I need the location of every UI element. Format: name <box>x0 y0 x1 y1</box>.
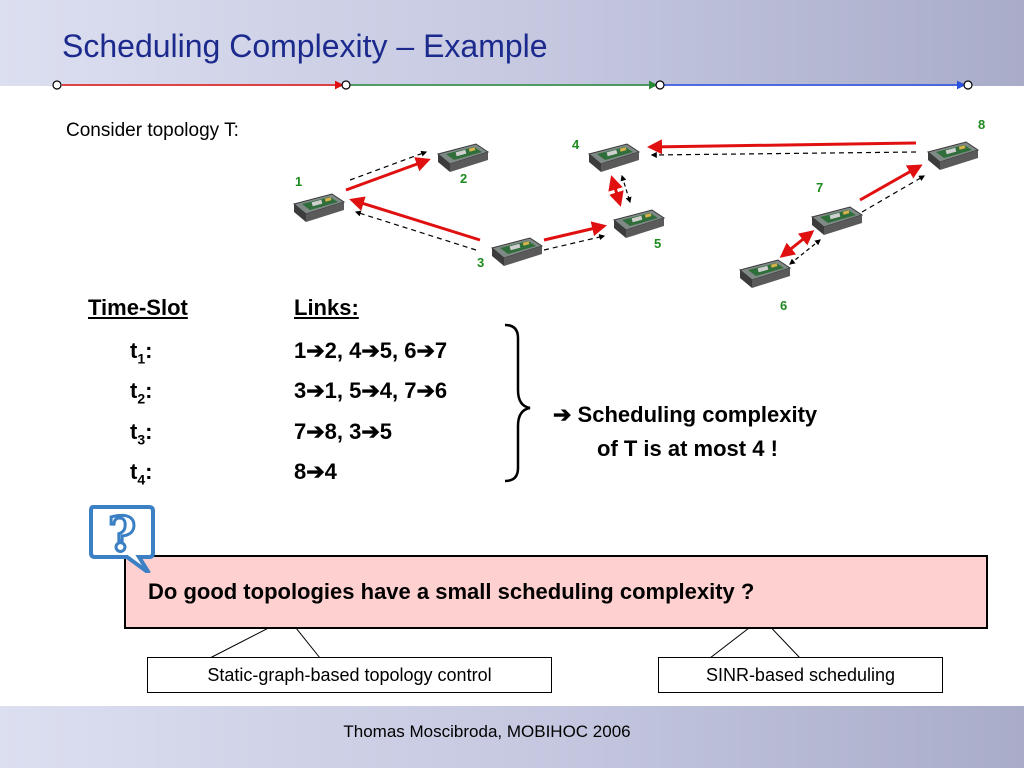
slot-label: $t_4$: <box>130 459 153 488</box>
link-3-5 <box>544 226 604 240</box>
svg-text:?: ? <box>107 507 137 563</box>
sensor-node-icon <box>926 138 980 172</box>
callout-topology-control: Static-graph-based topology control <box>147 657 552 693</box>
sensor-node-icon <box>738 256 792 290</box>
sensor-node-icon <box>292 190 346 224</box>
sensor-node-icon <box>587 140 641 174</box>
conclusion-line-1: ➔ Scheduling complexity <box>553 402 818 427</box>
sensor-node-icon <box>612 206 666 240</box>
header-rule <box>53 81 972 89</box>
callout-sinr-scheduling: SINR-based scheduling <box>658 657 943 693</box>
sensor-node-icon <box>490 234 544 268</box>
topology-intro: Consider topology T: <box>66 120 239 141</box>
node-label-8: 8 <box>978 117 986 132</box>
question-text: Do good topologies have a small scheduling complexity ? <box>148 579 755 604</box>
link-8-4 <box>650 143 916 147</box>
slot-label: $t_1$: <box>130 338 153 367</box>
node-label-1: 1 <box>295 174 303 189</box>
node-label-3: 3 <box>477 255 485 270</box>
conclusion <box>553 398 817 466</box>
sensor-node-icon <box>436 140 490 174</box>
slot-links: 1➔2, 4➔5, 6➔7 <box>294 338 448 363</box>
link-1-2 <box>346 160 428 190</box>
node-label-2: 2 <box>460 171 468 186</box>
node-label-5: 5 <box>654 236 662 251</box>
slot-label: $t_2$: <box>130 378 153 407</box>
slot-links: 7➔8, 3➔5 <box>294 419 393 444</box>
links-header: Links: <box>294 295 359 320</box>
question-bubble-icon <box>87 503 157 573</box>
slot-label: $t_3$: <box>130 419 153 448</box>
link-6-7 <box>782 232 812 256</box>
slot-header: Time-Slot <box>88 295 188 320</box>
schedule-brace <box>505 325 530 481</box>
node-label-4: 4 <box>572 137 580 152</box>
link-3-1 <box>352 200 480 240</box>
conclusion-line-2: of T is at most 4 ! <box>597 436 778 461</box>
node-label-6: 6 <box>780 298 788 313</box>
slide-title: Scheduling Complexity – Example <box>62 28 548 64</box>
link-4-5 <box>612 178 620 204</box>
node-label-7: 7 <box>816 180 824 195</box>
slot-links: 3➔1, 5➔4, 7➔6 <box>294 378 448 403</box>
slot-links: 8➔4 <box>294 459 337 484</box>
sensor-node-icon <box>810 203 864 237</box>
footer-text: Thomas Moscibroda, MOBIHOC 2006 <box>343 722 631 741</box>
